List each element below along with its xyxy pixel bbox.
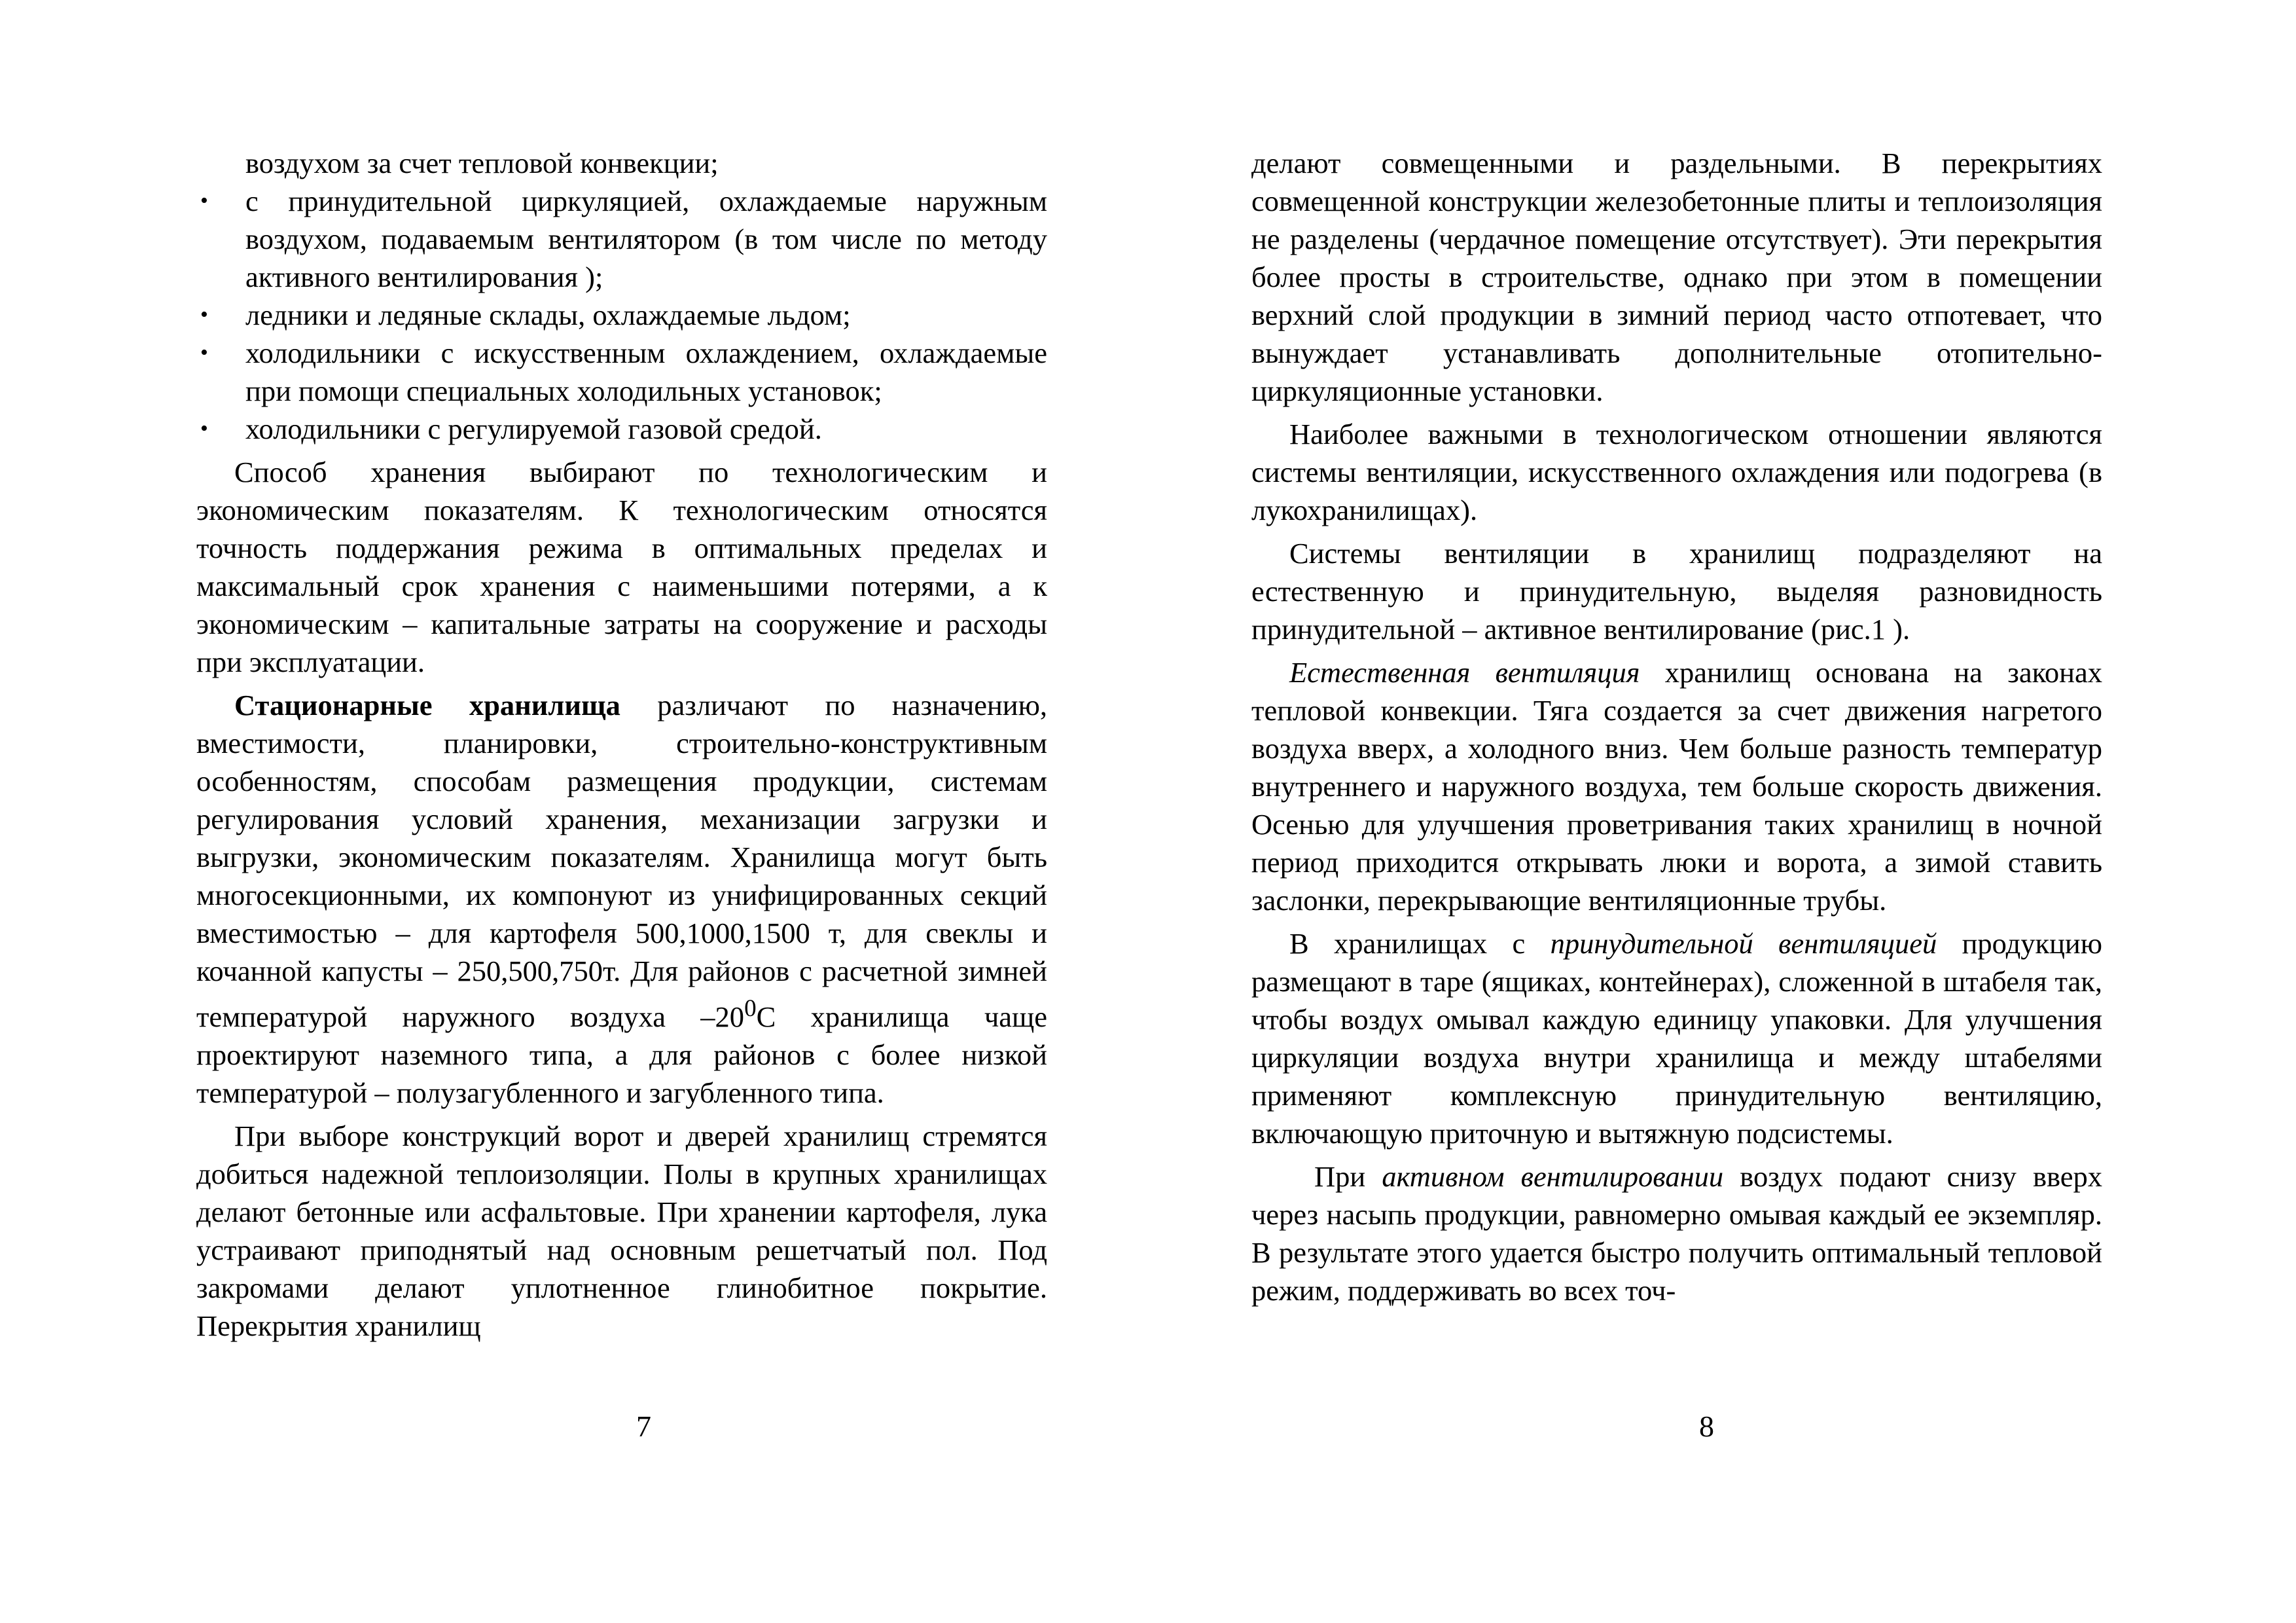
bullet-icon: • (200, 189, 208, 213)
paragraph-text: С хранилища чаще проектируют наземного типа, а для районов с более низкой температурой – полузагубленного и загубленного типа. (196, 1000, 1048, 1109)
storage-types-list (196, 182, 1047, 448)
left-page (196, 144, 1047, 1350)
list-item (196, 296, 1047, 334)
paragraph-text: различают по назначению, вместимости, планировки, строительно-конструктивным особенностям, способам размещения продукции, системам регулирования условий хранения, механизации загрузки и выгрузки, экономическим показателям. Хранилища могут быть многосекционными, их компонуют из унифицированных секций вместимостью – для картофеля 500,1000,1500 т, для свеклы и кочанной капусты – 250,500,750т. Для районов с расчетной зимней температурой наружного воздуха –20 (196, 689, 1047, 1033)
page-number-right: 8 (1699, 1410, 1714, 1443)
paragraph-stationary-storages (196, 686, 1047, 1112)
paragraph-natural-ventilation (1251, 653, 2102, 919)
list-item (196, 182, 1047, 296)
right-page (1251, 144, 2102, 1315)
degree-superscript: 0 (744, 995, 757, 1022)
left-continuation-text: воздухом за счет тепловой конвекции; (245, 147, 719, 179)
list-item-text: холодильники с регулируемой газовой средой. (245, 412, 822, 445)
bullet-icon: • (200, 340, 208, 365)
paragraph-text: В хранилищах с (1289, 927, 1551, 960)
paragraph-ventilation-systems: Системы вентиляции в хранилищ подразделяют на естественную и принудительную, выделяя разновидность принудительной – активное вентилирование (рис.1 ). (1251, 537, 2102, 646)
list-item-text: холодильники с искусственным охлаждением, охлаждаемые при помощи специальных холодильных установок; (245, 337, 1047, 407)
paragraph-active-ventilation (1251, 1158, 2102, 1309)
page-number-left: 7 (636, 1410, 651, 1443)
paragraph-important-systems: Наиболее важными в технологическом отношении являются системы вентиляции, искусственного охлаждения или подогрева (в лукохранилищах). (1251, 418, 2102, 526)
paragraph-text: При (1314, 1160, 1382, 1193)
bullet-icon: • (200, 302, 208, 327)
bold-term: Стационарные хранилища (234, 689, 620, 721)
paragraph-forced-ventilation (1251, 924, 2102, 1152)
list-item-text: ледники и ледяные склады, охлаждаемые льдом; (245, 299, 851, 331)
bullet-icon: • (200, 416, 208, 441)
paragraph-text: продукцию размещают в таре (ящиках, контейнерах), сложенной в штабеля так, чтобы воздух омывал каждую единицу упаковки. Для улучшения циркуляции воздуха внутри хранилища и между штабелями применяют комплексную принудительную вентиляцию, включающую приточную и вытяжную подсистемы. (1251, 927, 2102, 1150)
list-item (196, 334, 1047, 410)
paragraph-gates-doors: При выборе конструкций ворот и дверей хранилищ стремятся добиться надежной теплоизоляции. Полы в крупных хранилищах делают бетонные или асфальтовые. При хранении картофеля, лука устраивают приподнятый над основным решетчатый пол. Под закромами делают уплотненное глинобитное покрытие. Перекрытия хранилищ (196, 1119, 1047, 1342)
paragraph-text: хранилищ основана на законах тепловой конвекции. Тяга создается за счет движения нагретого воздуха вверх, а холодного вниз. Чем больше разность температур внутреннего и наружного воздуха, тем больше скорость движения. Осенью для улучшения проветривания таких хранилищ в ночной период приходится открывать люки и ворота, а зимой ставить заслонки, перекрывающие вентиляционные трубы. (1251, 656, 2102, 917)
italic-term: принудительной вентиляцией (1550, 927, 1937, 960)
italic-term: Естественная вентиляция (1289, 656, 1640, 689)
paragraph-storage-method: Способ хранения выбирают по технологическим и экономическим показателям. К технологическим относятся точность поддержания режима в оптимальных пределах и максимальный срок хранения с наименьшими потерями, а к экономическим – капитальные затраты на сооружение и расходы при эксплуатации. (196, 456, 1047, 678)
italic-term: активном вентилировании (1382, 1160, 1724, 1193)
list-item-text: с принудительной циркуляцией, охлаждаемые наружным воздухом, подаваемым вентилятором (в том числе по методу активного вентилирования ); (245, 185, 1047, 293)
right-continuation-text: делают совмещенными и раздельными. В перекрытиях совмещенной конструкции железобетонные плиты и теплоизоляция не разделены (чердачное помещение отсутствует). Эти перекрытия более просты в строительстве, однако при этом в помещении верхний слой продукции в зимний период часто отпотевает, что вынуждает устанавливать дополнительные отопительно-циркуляционные установки. (1251, 147, 2102, 407)
paragraph-text: воздух подают снизу вверх через насыпь продукции, равномерно омывая каждый ее экземпляр. В результате этого удается быстро получить оптимальный тепловой режим, поддерживать во всех точ- (1251, 1160, 2102, 1307)
list-item (196, 410, 1047, 448)
